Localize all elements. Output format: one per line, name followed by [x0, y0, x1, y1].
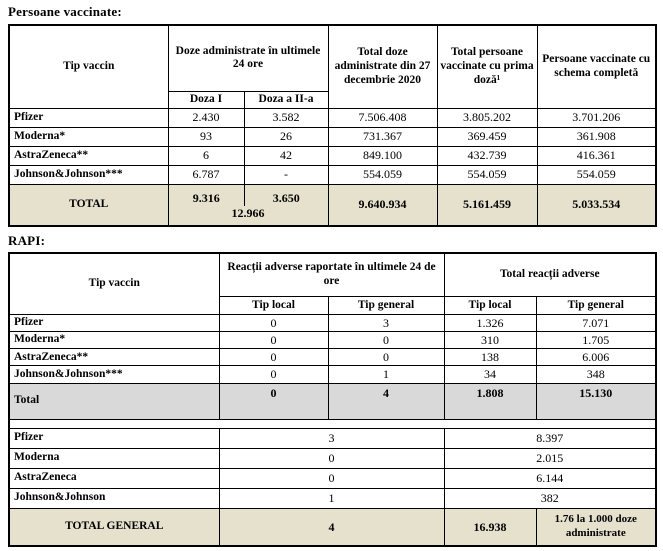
total-doses-cell: 731.367: [328, 127, 437, 146]
general-24h-cell: 3: [328, 315, 444, 332]
total-general-24h: 4: [328, 383, 444, 419]
rapi-section-title: RAPI:: [8, 232, 46, 248]
table-row-astrazeneca: [9, 146, 656, 165]
header-reactions-total: Total reacții adverse: [444, 253, 656, 297]
first-dose-cell: 554.059: [437, 165, 537, 184]
local-24h-cell: 0: [219, 349, 328, 366]
summary-row-pfizer: [9, 428, 656, 448]
grand-total-rate: 1.76 la 1.000 doze administrate: [536, 508, 656, 546]
vaccine-name-cell: Johnson&Johnson***: [9, 366, 219, 383]
table-row-astrazeneca: [9, 349, 656, 366]
summary-total-cell: 8.397: [444, 428, 656, 448]
dose1-cell: 93: [168, 127, 244, 146]
vaccine-name-cell: Johnson&Johnson: [9, 488, 219, 508]
general-total-cell: 348: [536, 366, 656, 383]
table-row-johnson: [9, 165, 656, 184]
grand-total-doses: 9.640.934: [328, 184, 437, 226]
total-dose1: 9.316: [169, 185, 246, 206]
dose2-cell: 42: [244, 146, 328, 165]
local-24h-cell: 0: [219, 366, 328, 383]
total-dose2: 3.650: [272, 191, 300, 206]
local-total-cell: 1.326: [444, 315, 536, 332]
general-total-cell: 1.705: [536, 332, 656, 349]
grand-total-value: 16.938: [444, 508, 536, 546]
header-full-schema: Persoane vaccinate cu schema completă: [537, 25, 656, 108]
table-row-moderna: [9, 332, 656, 349]
first-dose-cell: 432.739: [437, 146, 537, 165]
dose1-cell: 6: [168, 146, 244, 165]
vaccine-name-cell: Pfizer: [9, 108, 168, 127]
full-schema-cell: 416.361: [537, 146, 656, 165]
rapi-grand-total-row: [9, 508, 656, 546]
total-local-24h: 0: [219, 383, 328, 419]
vaccinated-table: [8, 24, 657, 227]
grand-total-full-schema: 5.033.534: [537, 184, 656, 226]
total-doses-split: [169, 185, 328, 225]
vaccine-name-cell: Johnson&Johnson***: [9, 165, 168, 184]
total-doses-cell: 7.506.408: [328, 108, 437, 127]
total-local: 1.808: [444, 383, 536, 419]
header-first-dose: Total persoane vaccinate cu prima doză¹: [437, 25, 537, 108]
general-24h-cell: 0: [328, 332, 444, 349]
first-dose-cell: 3.805.202: [437, 108, 537, 127]
vaccine-name-cell: AstraZeneca: [9, 468, 219, 488]
rapi-total-row: [9, 383, 656, 419]
total-doses-cell: 554.059: [328, 165, 437, 184]
grand-total-label: TOTAL GENERAL: [9, 508, 219, 546]
dose2-cell: 26: [244, 127, 328, 146]
local-24h-cell: 0: [219, 315, 328, 332]
table-row-johnson: [9, 366, 656, 383]
total-label: Total: [9, 383, 219, 419]
new-24h-cell: 0: [219, 448, 444, 468]
table-row-moderna: [9, 127, 656, 146]
dose2-cell: 3.582: [244, 108, 328, 127]
new-24h-cell: 3: [219, 428, 444, 448]
header-tip-local-24h: Tip local: [219, 297, 328, 315]
general-24h-cell: 0: [328, 349, 444, 366]
dose1-cell: 6.787: [168, 165, 244, 184]
header-tip-vaccin: Tip vaccin: [9, 253, 219, 315]
header-tip-general-total: Tip general: [536, 297, 656, 315]
dose1-cell: 2.430: [168, 108, 244, 127]
vaccine-name-cell: Pfizer: [9, 315, 219, 332]
header-reactions-24h: Reacții adverse raportate în ultimele 24 de ore: [219, 253, 444, 297]
vaccine-name-cell: AstraZeneca**: [9, 349, 219, 366]
table-row-pfizer: [9, 315, 656, 332]
grand-total-first-dose: 5.161.459: [437, 184, 537, 226]
local-total-cell: 34: [444, 366, 536, 383]
rapi-table: [8, 252, 657, 548]
total-general: 15.130: [536, 383, 656, 419]
dose2-cell: -: [244, 165, 328, 184]
full-schema-cell: 554.059: [537, 165, 656, 184]
summary-row-moderna: [9, 448, 656, 468]
total-doses-cell: 849.100: [328, 146, 437, 165]
vaccinated-section-title: Persoane vaccinate:: [8, 4, 122, 19]
header-total-doses: Total doze administrate din 27 decembrie 2020: [328, 25, 437, 108]
vaccine-name-cell: AstraZeneca**: [9, 146, 168, 165]
full-schema-cell: 3.701.206: [537, 108, 656, 127]
summary-total-cell: 2.015: [444, 448, 656, 468]
spacer-row: [9, 419, 656, 428]
total-doses-combined: 12.966: [231, 205, 265, 220]
header-doses-24h: Doze administrate în ultimele 24 ore: [168, 25, 328, 91]
header-doza-1: Doza I: [168, 91, 244, 108]
table-row-pfizer: [9, 108, 656, 127]
header-tip-vaccin: Tip vaccin: [9, 25, 168, 108]
vaccinated-total-row: [9, 184, 656, 226]
summary-row-johnson: [9, 488, 656, 508]
local-total-cell: 310: [444, 332, 536, 349]
new-24h-cell: 1: [219, 488, 444, 508]
general-total-cell: 6.006: [536, 349, 656, 366]
total-label: TOTAL: [9, 184, 168, 226]
summary-total-cell: 382: [444, 488, 656, 508]
full-schema-cell: 361.908: [537, 127, 656, 146]
vaccine-name-cell: Moderna*: [9, 332, 219, 349]
vaccine-name-cell: Moderna*: [9, 127, 168, 146]
general-24h-cell: 1: [328, 366, 444, 383]
local-total-cell: 138: [444, 349, 536, 366]
vaccine-name-cell: Pfizer: [9, 428, 219, 448]
header-doza-2: Doza a II-a: [244, 91, 328, 108]
first-dose-cell: 369.459: [437, 127, 537, 146]
vaccine-name-cell: Moderna: [9, 448, 219, 468]
spacer-cell: [9, 419, 656, 428]
grand-total-new-24h: 4: [219, 508, 444, 546]
header-tip-general-24h: Tip general: [328, 297, 444, 315]
local-24h-cell: 0: [219, 332, 328, 349]
summary-total-cell: 6.144: [444, 468, 656, 488]
rapi-header-row: [9, 253, 656, 297]
header-tip-local-total: Tip local: [444, 297, 536, 315]
total-doses-24h-cell: [168, 184, 328, 226]
general-total-cell: 7.071: [536, 315, 656, 332]
summary-row-astrazeneca: [9, 468, 656, 488]
vaccinated-header-row: [9, 25, 656, 91]
new-24h-cell: 0: [219, 468, 444, 488]
